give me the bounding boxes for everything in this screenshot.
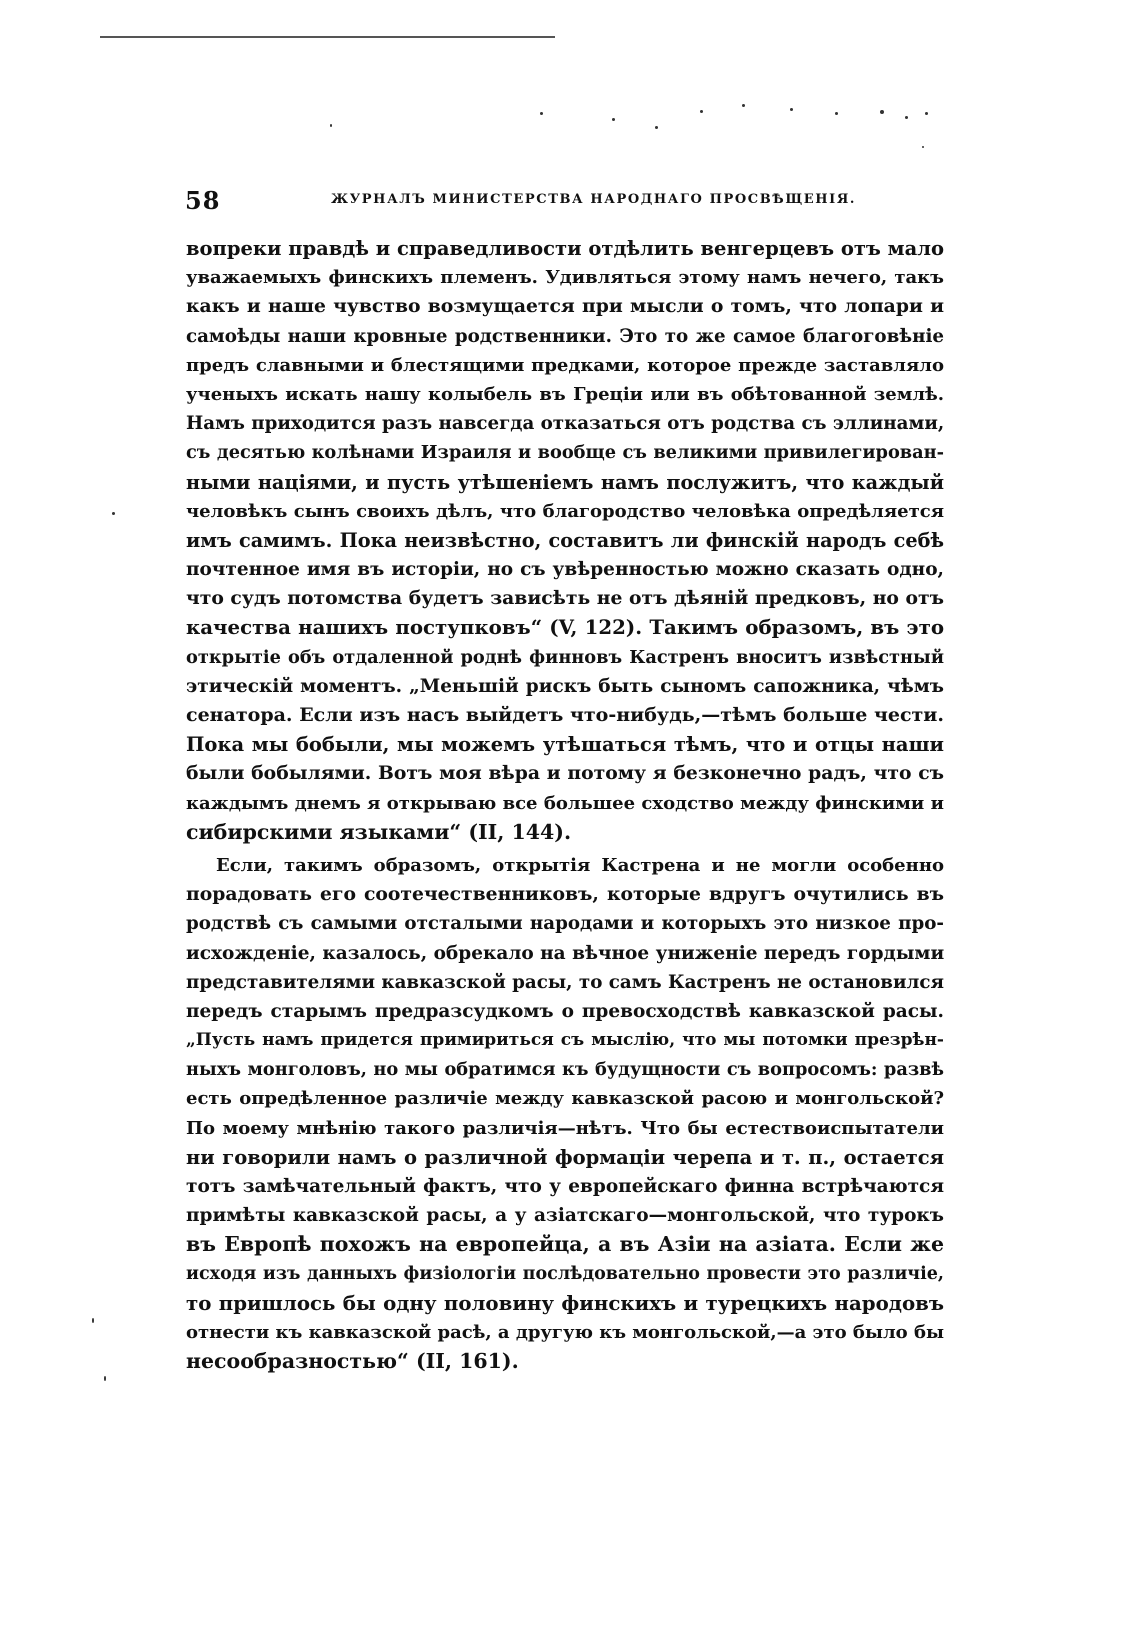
text-line: ныхъ монголовъ, но мы обратимся къ будущности съ вопросомъ: развѣ	[186, 1059, 944, 1081]
text-line: имъ самимъ. Пока неизвѣстно, составитъ ли финскій народъ себѣ	[186, 528, 944, 552]
text-line: По моему мнѣнію такого различія—нѣтъ. Что бы естествоиспытатели	[186, 1117, 944, 1139]
scan-speck	[612, 118, 615, 121]
scan-speck	[925, 112, 928, 115]
page-header	[185, 186, 945, 226]
text-line: примѣты кавказской расы, а у азіатскаго—монгольской, что турокъ	[186, 1205, 944, 1227]
text-line: почтенное имя въ исторіи, но съ увѣренностью можно сказать одно,	[186, 559, 944, 581]
scan-speck	[742, 104, 745, 107]
text-line: предъ славными и блестящими предками, которое прежде заставляло	[186, 354, 944, 376]
page-number: 58	[185, 186, 221, 215]
scan-speck	[330, 124, 332, 127]
paragraph	[186, 851, 944, 1376]
text-line: порадовать его соотечественниковъ, которые вдругъ очутились въ	[186, 883, 944, 906]
text-line: съ десятью колѣнами Израиля и вообще съ великими привилегирован-	[186, 442, 944, 464]
text-line: отнести къ кавказской расѣ, а другую къ монгольской,—а это было бы	[186, 1321, 944, 1343]
text-line: что судъ потомства будетъ зависѣть не отъ дѣяній предковъ, но отъ	[186, 587, 944, 610]
scan-speck	[540, 112, 543, 115]
text-line: открытіе объ отдаленной роднѣ финновъ Кастренъ вноситъ извѣстный	[186, 646, 944, 668]
text-line: представителями кавказской расы, то самъ Кастренъ не остановился	[186, 971, 944, 993]
text-line: ными націями, и пусть утѣшеніемъ намъ послужитъ, что каждый	[186, 470, 944, 494]
scan-speck	[92, 1318, 94, 1323]
running-head: ЖУРНАЛЪ МИНИСТЕРСТВА НАРОДНАГО ПРОСВѢЩЕНІЯ.	[331, 192, 857, 207]
text-line: исхожденіе, казалось, обрекало на вѣчное униженіе передъ гордыми	[186, 942, 945, 964]
text-line: каждымъ днемъ я открываю все большее сходство между финскими и	[186, 792, 944, 814]
text-line: Пока мы бобыли, мы можемъ утѣшаться тѣмъ, что и отцы наши	[186, 733, 944, 757]
text-line: самоѣды наши кровные родственники. Это то же самое благоговѣніе	[186, 325, 944, 347]
text-line: тотъ замѣчательный фактъ, что у европейскаго финна встрѣчаются	[186, 1176, 944, 1197]
text-line: передъ старымъ предразсудкомъ о превосходствѣ кавказской расы.	[186, 1000, 944, 1022]
scan-speck	[655, 126, 658, 129]
text-line: есть опредѣленное различіе между кавказской расою и монгольской?	[186, 1088, 944, 1110]
scan-edge-line	[100, 36, 555, 38]
text-line: ученыхъ искать нашу колыбель въ Греціи или въ обѣтованной землѣ.	[186, 383, 944, 405]
text-line: сибирскими языками“ (II, 144).	[186, 819, 572, 844]
scan-speck	[700, 110, 703, 113]
scan-speck	[922, 146, 924, 148]
scan-speck	[905, 116, 908, 119]
text-line: исходя изъ данныхъ физіологіи послѣдовательно провести это различіе,	[186, 1263, 944, 1284]
text-line: сенатора. Если изъ насъ выйдетъ что-нибудь,—тѣмъ больше чести.	[186, 704, 944, 726]
text-line: Если, такимъ образомъ, открытія Кастрена и не могли особенно	[216, 854, 944, 876]
text-line: „Пусть намъ придется примириться съ мыслію, что мы потомки презрѣн-	[186, 1030, 944, 1051]
text-line: качества нашихъ поступковъ“ (V, 122). Такимъ образомъ, въ это	[186, 615, 944, 640]
text-line: уважаемыхъ финскихъ племенъ. Удивляться этому намъ нечего, такъ	[186, 267, 944, 289]
text-line: были бобылями. Вотъ моя вѣра и потому я безконечно радъ, что съ	[186, 762, 944, 785]
scan-speck	[112, 512, 115, 515]
text-line: несообразностью“ (II, 161).	[186, 1349, 519, 1374]
body-text	[186, 234, 944, 1376]
scan-speck	[790, 108, 793, 111]
text-line: вопреки правдѣ и справедливости отдѣлить венгерцевъ отъ мало	[186, 237, 944, 260]
text-line: Намъ приходится разъ навсегда отказаться отъ родства съ эллинами,	[186, 413, 945, 435]
text-line: родствѣ съ самыми отсталыми народами и которыхъ это низкое про-	[186, 913, 944, 935]
text-line: ни говорили намъ о различной формаціи черепа и т. п., остается	[186, 1145, 944, 1169]
scan-speck	[104, 1376, 106, 1381]
paragraph	[186, 234, 944, 847]
text-line: то пришлось бы одну половину финскихъ и турецкихъ народовъ	[186, 1290, 944, 1315]
scan-speck	[880, 110, 884, 114]
text-line: человѣкъ сынъ своихъ дѣлъ, что благородство человѣка опредѣляется	[186, 500, 944, 522]
text-line: какъ и наше чувство возмущается при мысли о томъ, что лопари и	[186, 295, 944, 318]
text-line: въ Европѣ похожъ на европейца, а въ Азіи на азіата. Если же	[186, 1232, 944, 1257]
scan-speck	[835, 112, 838, 115]
text-line: этическій моментъ. „Меньшій рискъ быть сыномъ сапожника, чѣмъ	[186, 675, 944, 697]
